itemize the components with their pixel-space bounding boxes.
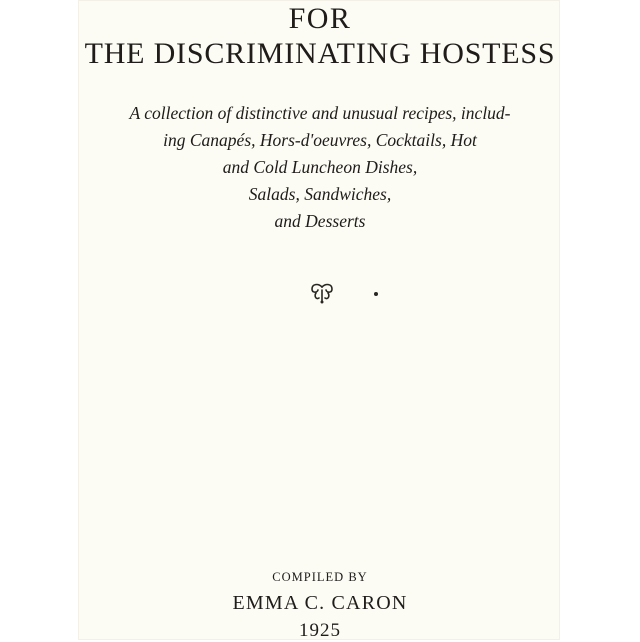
book-page — [78, 0, 560, 640]
description-line-3: and Cold Luncheon Dishes, — [222, 157, 418, 177]
description-line-4: Salads, Sandwiches, — [248, 184, 392, 204]
description-line-1: A collection of distinctive and unusual recipes, includ- — [129, 103, 511, 123]
title-line-1: FOR — [288, 2, 352, 35]
title-line-2: THE DISCRIMINATING HOSTESS — [84, 37, 556, 70]
author-name: EMMA C. CARON — [232, 592, 408, 614]
fleuron-icon — [308, 282, 336, 304]
publication-year: 1925 — [299, 620, 341, 641]
description — [0, 100, 640, 235]
description-line-2: ing Canapés, Hors-d'oeuvres, Cocktails, Hot — [163, 130, 477, 150]
ink-dot — [374, 292, 378, 296]
description-line-5: and Desserts — [274, 211, 366, 231]
compiled-by-label: COMPILED BY — [272, 570, 368, 584]
